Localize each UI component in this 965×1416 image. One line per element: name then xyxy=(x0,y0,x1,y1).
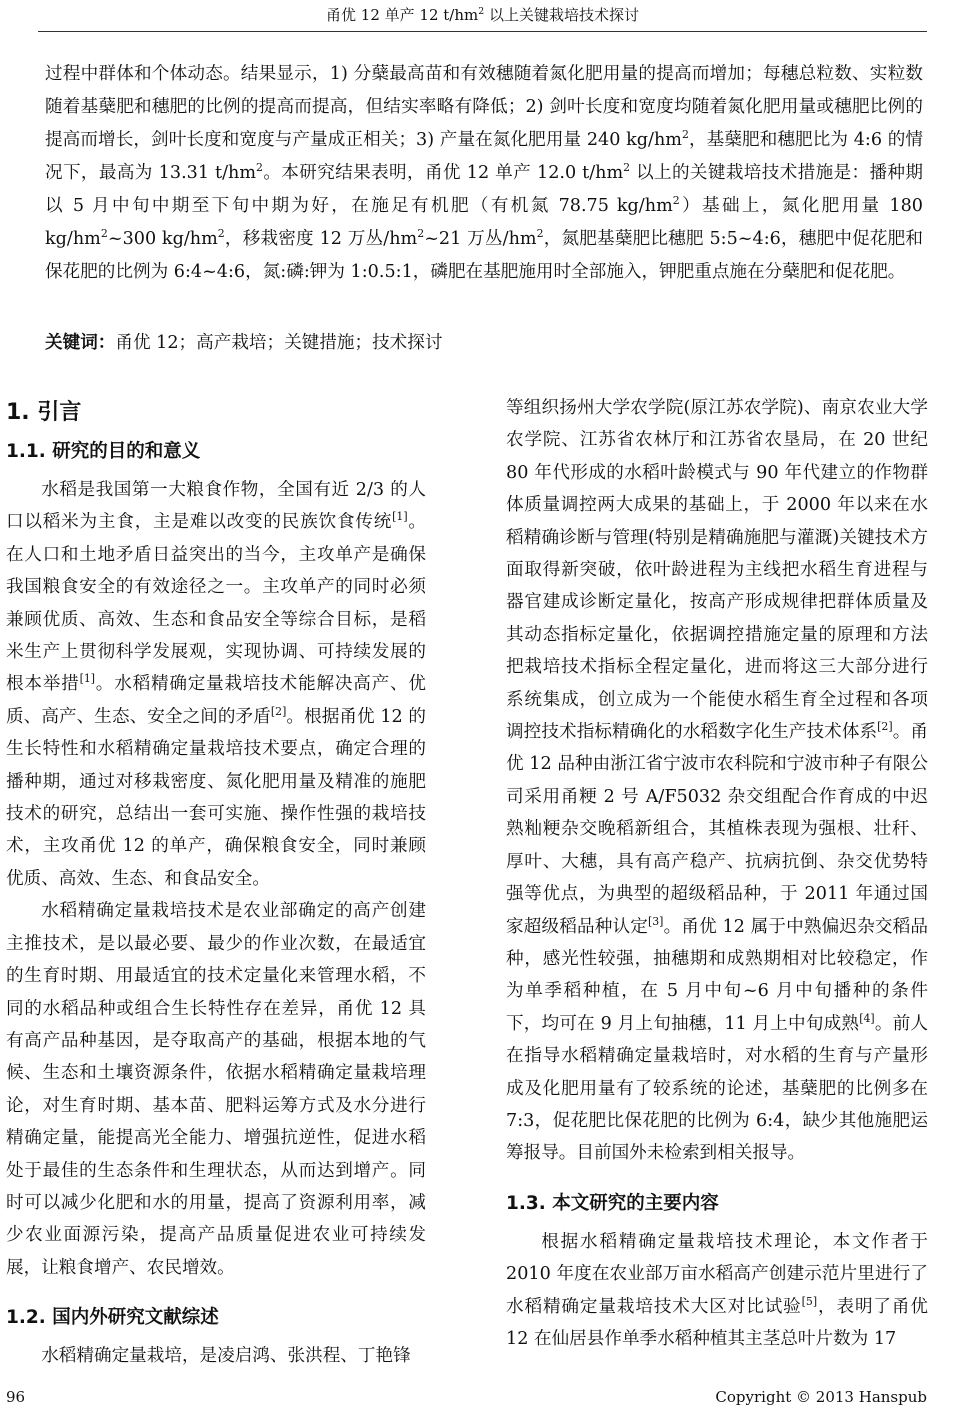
citation: [2] xyxy=(877,720,893,734)
paragraph-1-2-a: 水稻精确定量栽培，是凌启鸿、张洪程、丁艳锋 xyxy=(41,1346,411,1367)
page-number: 96 xyxy=(6,1388,26,1406)
citation: [3] xyxy=(647,914,664,928)
abstract xyxy=(45,58,923,289)
section-heading-intro: 1. 引言 xyxy=(6,400,82,425)
paragraph-1-1-a: 水稻是我国第一大粮食作物，全国有近 2/3 的人口以稻米为主食，主是难以改变的民族饮食传统[1]。在人口和土地矛盾日益突出的当今，主攻单产是确保我国粮食安全的有效途径之一。主攻单产的同时必须兼顾优质、高效、生态和食品安全等综合目标，是稻米生产上贯彻科学发展观，实现协调、可持续发展的根本举措[1]。水稻精确定量栽培技术能解决高产、优质、高产、生态、安全之间的矛盾[2]。根据甬优 12 的生长特性和水稻精确定量栽培技术要点，确定合理的播种期，通过对移栽密度、氮化肥用量及精准的施肥技术的研究，总结出一套可实施、操作性强的栽培技术，主攻甬优 12 的单产，确保粮食安全，同时兼顾优质、高效、生态、和食品安全。 xyxy=(6,480,426,889)
header-rule xyxy=(38,31,927,32)
subsection-heading-1-1: 1.1. 研究的目的和意义 xyxy=(6,441,201,462)
citation: [5] xyxy=(801,1294,818,1308)
keywords-label: 关键词： xyxy=(45,333,116,353)
copyright: Copyright © 2013 Hanspub xyxy=(715,1388,927,1406)
paragraph-1-1-b: 水稻精确定量栽培技术是农业部确定的高产创建主推技术，是以最必要、最少的作业次数，在最适宜的生育时期、用最适宜的技术定量化来管理水稻，不同的水稻品种或组合生长特性存在差异，甬优 12 具有高产品种基因，是夺取高产的基础，根据本地的气候、生态和土壤资源条件，依据水稻精确定量栽培理论，对生育时期、基本苗、肥料运筹方式及水分进行精确定量，能提高光全能力、增强抗逆性，促进水稻处于最佳的生态条件和生理状态，从而达到增产。同时可以减少化肥和水的用量，提高了资源利用率，减少农业面源污染，提高产品质量促进农业可持续发展，让粮食增产、农民增效。 xyxy=(6,901,426,1278)
running-header: 甬优 12 单产 12 $t/hm^2$ 以上关键栽培技术探讨 xyxy=(326,6,639,24)
abstract-text: 过程中群体和个体动态。结果显示，1) 分蘖最高苗和有效穗随着氮化肥用量的提高而增加；每穗总粒数、实粒数随着基蘖肥和穗肥的比例的提高而提高，但结实率略有降低；2) 剑叶长度和宽度均随着氮化肥用量或穗肥比例的提高而增长，剑叶长度和宽度与产量成正相关；3) 产量在氮化肥用量 240 $kg/hm^2$，基蘖肥和穗肥比为 4:6 的情况下，最高为 13.31 $t/hm^2$。本研究结果表明，甬优 12 单产 12.0 $t/hm^2$ 以上的关键栽培技术措施是：播种期以 5 月中旬中期至下旬中期为好，在施足有机肥（有机氮 78.75 $kg/hm^2$）基础上，氮化肥用量 180 $kg/hm^2\sim 300$ $kg/hm^2$，移栽密度 12 万丛$/hm^2\sim 21$ 万丛$/hm^2$，氮肥基蘖肥比穗肥 5:5~4:6，穗肥中促花肥和保花肥的比例为 6:4~4:6，氮:磷:钾为 1:0.5:1，磷肥在基肥施用时全部施入，钾肥重点施在分蘖肥和促花肥。 xyxy=(45,64,924,282)
left-column xyxy=(6,392,426,1373)
citation: [4] xyxy=(859,1011,875,1025)
subsection-heading-1-3: 1.3. 本文研究的主要内容 xyxy=(506,1192,719,1214)
subsection-heading-1-2: 1.2. 国内外研究文献综述 xyxy=(6,1307,219,1329)
keywords xyxy=(45,327,923,360)
paragraph-1-2-b: 等组织扬州大学农学院(原江苏农学院)、南京农业大学农学院、江苏省农林厅和江苏省农垦局，在 20 世纪 80 年代形成的水稻叶龄模式与 90 年代建立的作物群体质量调控两大成果的基础上，于 2000 年以来在水稻精确诊断与管理(特别是精确施肥与灌溉)关键技术方面取得新突破，依叶龄进程为主线把水稻生育进程与器官建成诊断定量化，按高产形成规律把群体质量及其动态指标定量化，依据调控措施定量的原理和方法把栽培技术指标全程定量化，进而将这三大部分进行系统集成，创立成为一个能使水稻生育全过程和各项调控技术指标精确化的水稻数字化生产技术体系[2]。甬优 12 品种由浙江省宁波市农科院和宁波市种子有限公司采用甬粳 2 号 A/F5032 杂交组配合作育成的中迟熟籼粳杂交晚稻新组合，其植株表现为强根、壮秆、厚叶、大穗，具有高产稳产、抗病抗倒、杂交优势特强等优点，为典型的超级稻品种，于 2011 年通过国家超级稻品种认定[3]。甬优 12 属于中熟偏迟杂交稻品种，感光性较强，抽穗期和成熟期相对比较稳定，作为单季稻种植，在 5 月中旬~6 月中旬播种的条件下，均可在 9 月上旬抽穗，11 月上中旬成熟[4]。前人在指导水稻精确定量栽培时，对水稻的生育与产量形成及化肥用量有了较系统的论述，基蘖肥的比例多在 7:3，促花肥比保花肥的比例为 6:4，缺少其他施肥运筹报导。目前国外未检索到相关报导。 xyxy=(506,398,928,1164)
citation: [2] xyxy=(270,704,287,718)
paragraph-1-3: 根据水稻精确定量栽培技术理论，本文作者于 2010 年度在农业部万亩水稻高产创建示范片里进行了水稻精确定量栽培技术大区对比试验[5]，表明了甬优 12 在仙居县作单季水稻种植其主茎总叶片数为 17 xyxy=(506,1231,928,1349)
citation: [1] xyxy=(79,672,96,686)
right-column xyxy=(506,392,928,1355)
citation: [1] xyxy=(392,510,408,524)
keywords-text: 甬优 12；高产栽培；关键措施；技术探讨 xyxy=(115,333,443,353)
